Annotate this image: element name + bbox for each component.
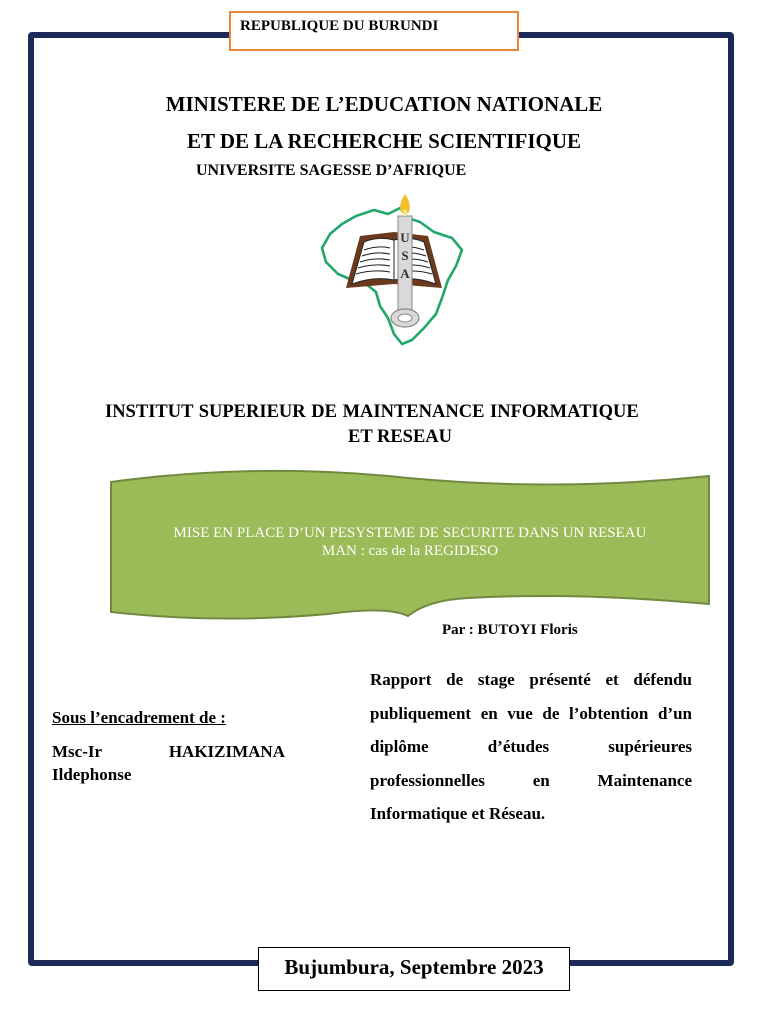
logo-letter-a: A (400, 266, 410, 281)
institute-name-line2: ET RESEAU (348, 427, 453, 447)
country-label: REPUBLIQUE DU BURUNDI (229, 11, 519, 51)
key-ring-hole (398, 314, 412, 322)
report-title-line1: MISE EN PLACE D’UN PESYSTEME DE SECURITE DANS UN RESEAU (173, 525, 647, 541)
supervision-label: Sous l’encadrement de : (52, 708, 226, 727)
supervisor-name: Msc-Ir HAKIZIMANA Ildephonse (52, 742, 285, 784)
place-date: Bujumbura, Septembre 2023 (258, 947, 570, 991)
report-description: Rapport de stage présenté et défendu publiquement en vue de l’obtention d’un diplôme d’études supérieures professionnelles en Maintenance Informatique et Réseau. (370, 670, 692, 824)
university-logo-icon (316, 188, 472, 348)
report-title (112, 524, 708, 560)
institute-name-line1: INSTITUT SUPERIEUR DE MAINTENANCE INFORMATIQUE (105, 402, 639, 422)
logo-letter-u: U (400, 230, 410, 245)
logo-letter-s: S (401, 248, 409, 263)
candle-wick (403, 210, 407, 216)
author-name: Par : BUTOYI Floris (442, 622, 578, 638)
university-name: UNIVERSITE SAGESSE D’AFRIQUE (196, 162, 467, 179)
ministry-title-line1: MINISTERE DE L’EDUCATION NATIONALE (165, 92, 603, 116)
report-title-line2: MAN : cas de la REGIDESO (321, 543, 499, 559)
ministry-title-line2: ET DE LA RECHERCHE SCIENTIFIQUE (186, 129, 582, 153)
